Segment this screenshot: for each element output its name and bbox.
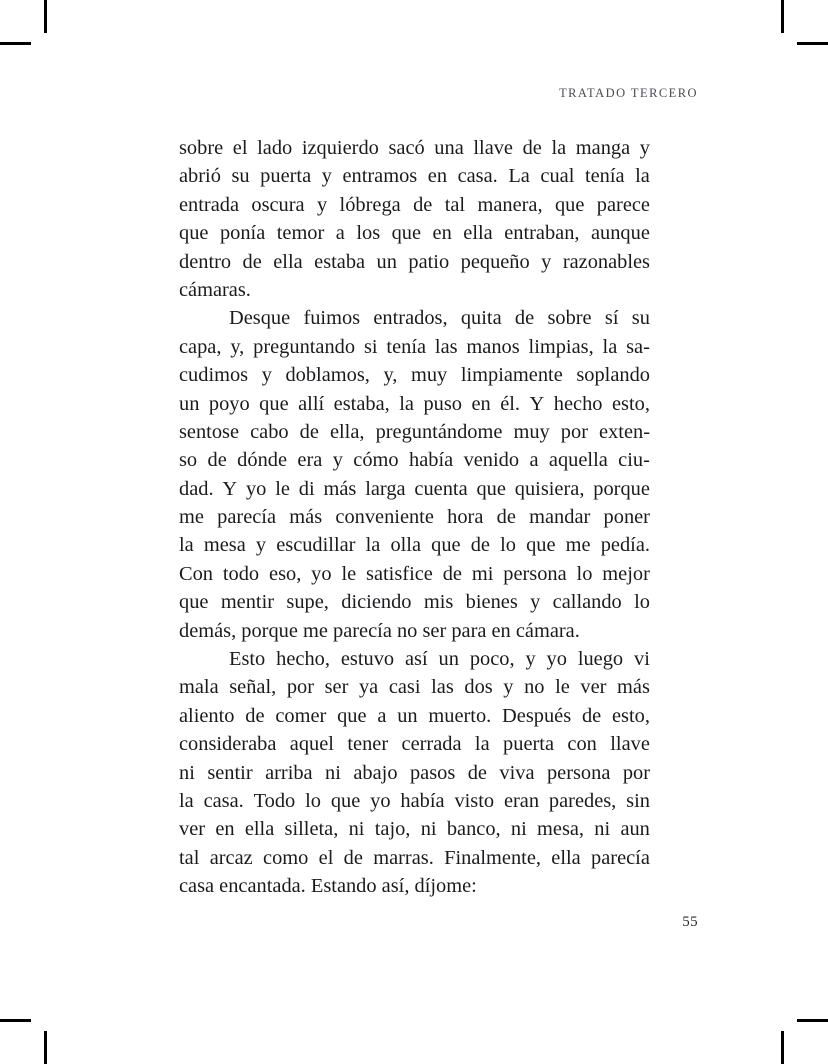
- crop-mark-top-left-vertical: [44, 0, 47, 33]
- text-line: aliento de comer que a un muerto. Después de esto,: [179, 704, 650, 727]
- paragraph: [179, 134, 650, 304]
- crop-mark-bottom-left-horizontal: [0, 1019, 31, 1022]
- text-line: casa encantada. Estando así, díjome:: [179, 875, 477, 898]
- text-line: capa, y, preguntando si tenía las manos limpias, la sa-: [179, 335, 650, 358]
- text-line: Con todo eso, yo le satisfice de mi persona lo mejor: [179, 562, 650, 585]
- paragraph: [179, 645, 650, 901]
- crop-mark-bottom-right-horizontal: [797, 1019, 828, 1022]
- text-line: demás, porque me parecía no ser para en cámara.: [179, 619, 580, 642]
- text-line: so de dónde era y cómo había venido a aquella ciu-: [179, 449, 650, 472]
- text-line: ver en ella silleta, ni tajo, ni banco, ni mesa, ni aun: [179, 818, 650, 841]
- text-line: mala señal, por ser ya casi las dos y no le ver más: [179, 676, 650, 699]
- crop-mark-top-right-horizontal: [797, 42, 828, 45]
- text-line: cudimos y doblamos, y, muy limpiamente soplando: [179, 364, 650, 387]
- text-line: abrió su puerta y entramos en casa. La cual tenía la: [179, 165, 650, 188]
- body-text-column: [179, 134, 650, 901]
- crop-mark-top-left-horizontal: [0, 42, 31, 45]
- running-header: TRATADO TERCERO: [559, 86, 698, 100]
- text-line: consideraba aquel tener cerrada la puerta con llave: [179, 733, 650, 756]
- text-line: un poyo que allí estaba, la puso en él. Y hecho esto,: [179, 392, 650, 415]
- crop-mark-bottom-left-vertical: [44, 1031, 47, 1064]
- text-line: Desque fuimos entrados, quita de sobre sí su: [229, 307, 650, 330]
- text-line: la mesa y escudillar la olla que de lo que me pedía.: [179, 534, 650, 557]
- text-line: dad. Y yo le di más larga cuenta que quisiera, porque: [179, 477, 650, 500]
- text-line: tal arcaz como el de marras. Finalmente, ella parecía: [179, 846, 650, 869]
- crop-mark-top-right-vertical: [781, 0, 784, 33]
- text-line: ni sentir arriba ni abajo pasos de viva persona por: [179, 761, 650, 784]
- paragraph: [179, 304, 650, 645]
- page-number: 55: [682, 914, 698, 930]
- crop-mark-bottom-right-vertical: [781, 1031, 784, 1064]
- text-line: me parecía más conveniente hora de mandar poner: [179, 506, 650, 529]
- text-line: sobre el lado izquierdo sacó una llave de la manga y: [179, 137, 650, 159]
- text-line: que mentir supe, diciendo mis bienes y callando lo: [179, 591, 650, 614]
- text-line: que ponía temor a los que en ella entraban, aunque: [179, 222, 650, 245]
- text-line: cámaras.: [179, 278, 251, 301]
- text-line: la casa. Todo lo que yo había visto eran paredes, sin: [179, 789, 650, 812]
- text-line: sentose cabo de ella, preguntándome muy por exten-: [179, 420, 650, 443]
- text-line: Esto hecho, estuvo así un poco, y yo luego vi: [229, 648, 650, 671]
- text-line: dentro de ella estaba un patio pequeño y razonables: [179, 250, 650, 273]
- text-line: entrada oscura y lóbrega de tal manera, que parece: [179, 193, 650, 216]
